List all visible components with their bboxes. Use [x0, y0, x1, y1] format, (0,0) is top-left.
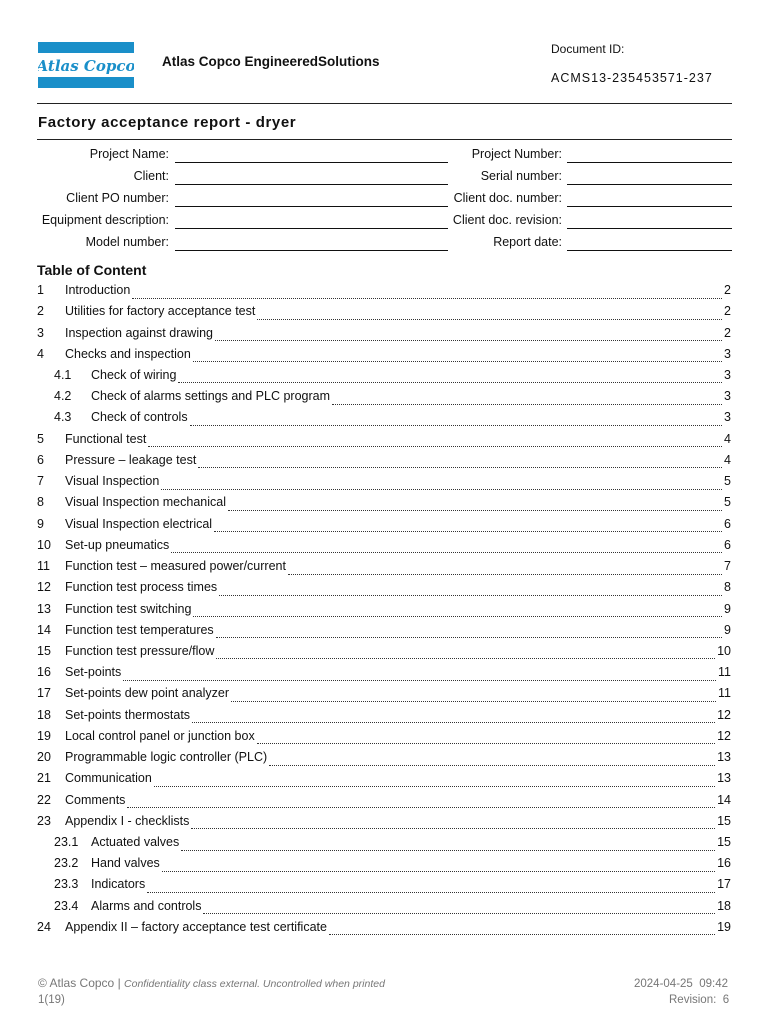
- report-date-label: Report date:: [493, 235, 562, 249]
- toc-leader-dots: [192, 712, 715, 723]
- toc-entry[interactable]: [37, 432, 731, 452]
- toc-entry-title: Check of controls: [91, 410, 188, 425]
- company-name: Atlas Copco EngineeredSolutions: [162, 54, 380, 69]
- toc-leader-dots: [123, 670, 716, 681]
- toc-entry-number: 18: [37, 707, 51, 722]
- toc-entry[interactable]: [37, 771, 731, 791]
- document-id-label: Document ID:: [551, 42, 625, 56]
- toc-entry-page: 18: [717, 898, 731, 913]
- toc-entry-title: Check of wiring: [91, 367, 177, 382]
- toc-entry-page: 3: [724, 389, 731, 404]
- toc-entry-page: 3: [724, 410, 731, 425]
- toc-leader-dots: [154, 776, 715, 787]
- toc-entry-page: 9: [724, 622, 731, 637]
- toc-entry[interactable]: [37, 517, 731, 537]
- toc-leader-dots: [178, 372, 722, 383]
- toc-entry[interactable]: [37, 559, 731, 579]
- toc-entry-number: 13: [37, 601, 51, 616]
- toc-leader-dots: [216, 648, 715, 659]
- toc-entry-number: 4.2: [54, 389, 72, 404]
- toc-entry[interactable]: [37, 856, 731, 876]
- toc-entry-number: 22: [37, 792, 51, 807]
- toc-entry-number: 7: [37, 474, 44, 489]
- document-id-value: ACMS13-235453571-237: [551, 71, 713, 85]
- toc-entry-page: 15: [717, 835, 731, 849]
- toc-entry-page: 9: [724, 601, 731, 616]
- revision-label: Revision:: [669, 994, 717, 1006]
- toc-entry-page: 2: [724, 325, 731, 340]
- toc-entry[interactable]: [37, 814, 731, 834]
- toc-entry-title: Visual Inspection electrical: [65, 516, 213, 531]
- toc-entry[interactable]: [37, 793, 731, 813]
- toc-entry-title: Check of alarms settings and PLC program: [91, 389, 330, 404]
- toc-entry-page: 6: [724, 516, 731, 531]
- toc-entry-title: Checks and inspection: [65, 346, 191, 361]
- toc-entry-page: 13: [717, 771, 731, 786]
- toc-leader-dots: [228, 500, 722, 511]
- toc-entry-page: 8: [724, 580, 731, 595]
- toc-leader-dots: [193, 351, 722, 362]
- toc-leader-dots: [257, 733, 715, 744]
- toc-entry-page: 17: [717, 877, 731, 892]
- toc-entry-title: Function test temperatures: [65, 622, 214, 637]
- client-po-label: Client PO number:: [66, 191, 169, 205]
- toc-entry[interactable]: [37, 877, 731, 897]
- toc-entry-title: Function test process times: [65, 580, 218, 595]
- toc-entry-page: 15: [717, 813, 731, 828]
- project-number-label: Project Number:: [471, 147, 562, 161]
- toc-entry-number: 23.4: [54, 898, 79, 913]
- client-doc-revision-field[interactable]: [567, 228, 732, 229]
- toc-entry-number: 9: [37, 516, 44, 531]
- client-label: Client:: [133, 169, 169, 183]
- toc-entry[interactable]: [37, 686, 731, 706]
- title-divider: [37, 139, 732, 140]
- footer-revision: [669, 994, 729, 1006]
- client-doc-number-label: Client doc. number:: [453, 191, 562, 205]
- toc-entry[interactable]: [37, 389, 731, 409]
- toc-entry-title: Function test pressure/flow: [65, 643, 215, 658]
- toc-entry-title: Utilities for factory acceptance test: [65, 304, 256, 319]
- toc-entry-number: 1: [37, 283, 44, 297]
- toc-entry[interactable]: [37, 750, 731, 770]
- toc-leader-dots: [193, 606, 722, 617]
- toc-entry-page: 2: [724, 304, 731, 319]
- toc-entry-number: 10: [37, 537, 51, 552]
- toc-entry-number: 20: [37, 750, 51, 765]
- toc-entry[interactable]: [37, 326, 731, 346]
- toc-leader-dots: [219, 585, 722, 596]
- toc-entry-number: 2: [37, 304, 44, 319]
- toc-entry-page: 19: [717, 919, 731, 934]
- footer-time: 09:42: [699, 978, 728, 990]
- toc-entry-title: Programmable logic controller (PLC): [65, 750, 268, 765]
- toc-entry-title: Visual Inspection mechanical: [65, 495, 226, 510]
- toc-entry-page: 6: [724, 537, 731, 552]
- toc-leader-dots: [147, 882, 715, 893]
- toc-entry-number: 21: [37, 771, 51, 786]
- toc-entry[interactable]: [37, 665, 731, 685]
- toc-entry[interactable]: [37, 410, 731, 430]
- toc-entry-title: Visual Inspection: [65, 474, 160, 489]
- toc-entry[interactable]: [37, 283, 731, 303]
- toc-entry-title: Set-points dew point analyzer: [65, 686, 229, 701]
- toc-entry-title: Introduction: [65, 283, 131, 297]
- toc-entry-title: Local control panel or junction box: [65, 728, 255, 743]
- toc-entry-title: Indicators: [91, 877, 146, 892]
- toc-entry-page: 13: [717, 750, 731, 765]
- model-number-label: Model number:: [85, 235, 169, 249]
- report-date-field[interactable]: [567, 250, 732, 251]
- toc-entry-number: 14: [37, 622, 51, 637]
- toc-heading: Table of Content: [37, 262, 147, 278]
- toc-entry-title: Actuated valves: [91, 835, 180, 849]
- toc-entry-page: 2: [724, 283, 731, 297]
- toc-leader-dots: [127, 797, 715, 808]
- toc-leader-dots: [257, 309, 722, 320]
- toc-entry[interactable]: [37, 580, 731, 600]
- toc-entry-page: 3: [724, 346, 731, 361]
- toc-entry-page: 14: [717, 792, 731, 807]
- header-divider: [37, 103, 732, 104]
- toc-entry-page: 10: [717, 643, 731, 658]
- toc-entry-page: 4: [724, 452, 731, 467]
- toc-leader-dots: [332, 394, 722, 405]
- toc-leader-dots: [181, 840, 715, 851]
- toc-entry-title: Set-points: [65, 665, 122, 680]
- toc-entry[interactable]: [37, 474, 731, 494]
- toc-entry-number: 23.1: [54, 835, 79, 849]
- project-number-field[interactable]: [567, 162, 732, 163]
- project-name-field[interactable]: [175, 162, 448, 163]
- toc-entry-number: 8: [37, 495, 44, 510]
- copyright: © Atlas Copco: [38, 976, 115, 990]
- toc-entry[interactable]: [37, 835, 731, 855]
- toc-entry-title: Set-points thermostats: [65, 707, 191, 722]
- toc-entry[interactable]: [37, 729, 731, 749]
- report-title: Factory acceptance report - dryer: [38, 114, 297, 131]
- toc-entry[interactable]: [37, 602, 731, 622]
- footer-left: [38, 976, 385, 990]
- toc-entry-page: 11: [718, 665, 731, 680]
- toc-entry-page: 4: [724, 431, 731, 446]
- toc-leader-dots: [132, 288, 722, 299]
- toc-entry-number: 23.2: [54, 856, 79, 871]
- toc-entry-page: 12: [717, 707, 731, 722]
- toc-entry-number: 19: [37, 728, 51, 743]
- toc-entry-number: 5: [37, 431, 44, 446]
- toc-entry-title: Functional test: [65, 431, 147, 446]
- serial-number-field[interactable]: [567, 184, 732, 185]
- confidentiality-note: Confidentiality class external. Uncontrolled when printed: [124, 978, 385, 990]
- toc-entry[interactable]: [37, 708, 731, 728]
- toc-entry-number: 15: [37, 643, 51, 658]
- toc-entry-title: Hand valves: [91, 856, 160, 871]
- toc-entry[interactable]: [37, 495, 731, 515]
- toc-leader-dots: [288, 564, 722, 575]
- serial-number-label: Serial number:: [480, 169, 562, 183]
- model-number-field[interactable]: [175, 250, 448, 251]
- toc-entry-page: 16: [717, 856, 731, 871]
- toc-entry-number: 23: [37, 813, 51, 828]
- toc-entry-title: Pressure – leakage test: [65, 452, 197, 467]
- toc-entry-title: Function test – measured power/current: [65, 559, 286, 573]
- toc-leader-dots: [190, 415, 722, 426]
- client-doc-revision-label: Client doc. revision:: [452, 213, 562, 227]
- equipment-description-label: Equipment description:: [41, 213, 169, 227]
- toc-entry-number: 16: [37, 665, 51, 680]
- page-number: 1(19): [38, 994, 65, 1006]
- toc-entry[interactable]: [37, 347, 731, 367]
- toc-entry[interactable]: [37, 644, 731, 664]
- toc-leader-dots: [171, 542, 722, 553]
- toc-entry-number: 24: [37, 919, 51, 934]
- toc-leader-dots: [329, 924, 715, 935]
- toc-entry-title: Function test switching: [65, 601, 192, 616]
- toc-entry-title: Appendix II – factory acceptance test certificate: [65, 919, 327, 934]
- toc-leader-dots: [269, 755, 715, 766]
- toc-entry[interactable]: [37, 899, 731, 919]
- toc-entry[interactable]: [37, 920, 731, 940]
- toc-leader-dots: [215, 330, 722, 341]
- toc-entry-title: Set-up pneumatics: [65, 537, 170, 552]
- toc-leader-dots: [161, 479, 722, 490]
- toc-entry-page: 3: [724, 367, 731, 382]
- toc-entry[interactable]: [37, 368, 731, 388]
- footer-datetime: [634, 978, 728, 990]
- toc-leader-dots: [214, 521, 722, 532]
- toc-entry-number: 23.3: [54, 877, 79, 892]
- toc-entry-number: 12: [37, 580, 51, 595]
- toc-entry-page: 12: [717, 728, 731, 743]
- toc-entry-page: 5: [724, 474, 731, 489]
- logo-text: Atlas Copco: [38, 57, 134, 75]
- toc-leader-dots: [191, 818, 715, 829]
- toc-entry-number: 11: [37, 559, 50, 573]
- client-po-field[interactable]: [175, 206, 448, 207]
- toc-entry-number: 17: [37, 686, 51, 701]
- toc-entry[interactable]: [37, 538, 731, 558]
- toc-entry-number: 4: [37, 346, 44, 361]
- revision-value: 6: [722, 994, 730, 1006]
- toc-entry-number: 4.1: [54, 367, 72, 382]
- project-name-label: Project Name:: [89, 147, 169, 161]
- toc-entry-number: 3: [37, 325, 44, 340]
- toc-leader-dots: [198, 457, 722, 468]
- toc-leader-dots: [231, 691, 716, 702]
- toc-entry-page: 11: [718, 686, 731, 701]
- toc-leader-dots: [148, 436, 722, 447]
- toc-entry-page: 5: [724, 495, 731, 510]
- footer-separator: |: [117, 976, 121, 990]
- toc-entry-title: Appendix I - checklists: [65, 813, 190, 828]
- toc-entry-number: 4.3: [54, 410, 72, 425]
- toc-entry-title: Communication: [65, 771, 152, 786]
- toc-entry-title: Inspection against drawing: [65, 325, 214, 340]
- atlas-copco-logo: [38, 42, 134, 88]
- toc-entry[interactable]: [37, 304, 731, 324]
- toc-entry-title: Alarms and controls: [91, 898, 202, 913]
- toc-leader-dots: [216, 627, 722, 638]
- equipment-description-field[interactable]: [175, 228, 448, 229]
- footer-date: 2024-04-25: [634, 978, 693, 990]
- toc-entry-page: 7: [724, 559, 731, 573]
- toc-entry[interactable]: [37, 623, 731, 643]
- client-doc-number-field[interactable]: [567, 206, 732, 207]
- toc-entry-number: 6: [37, 452, 44, 467]
- toc-leader-dots: [203, 903, 715, 914]
- toc-entry-title: Comments: [65, 792, 126, 807]
- client-field[interactable]: [175, 184, 448, 185]
- toc-leader-dots: [162, 861, 715, 872]
- toc-entry[interactable]: [37, 453, 731, 473]
